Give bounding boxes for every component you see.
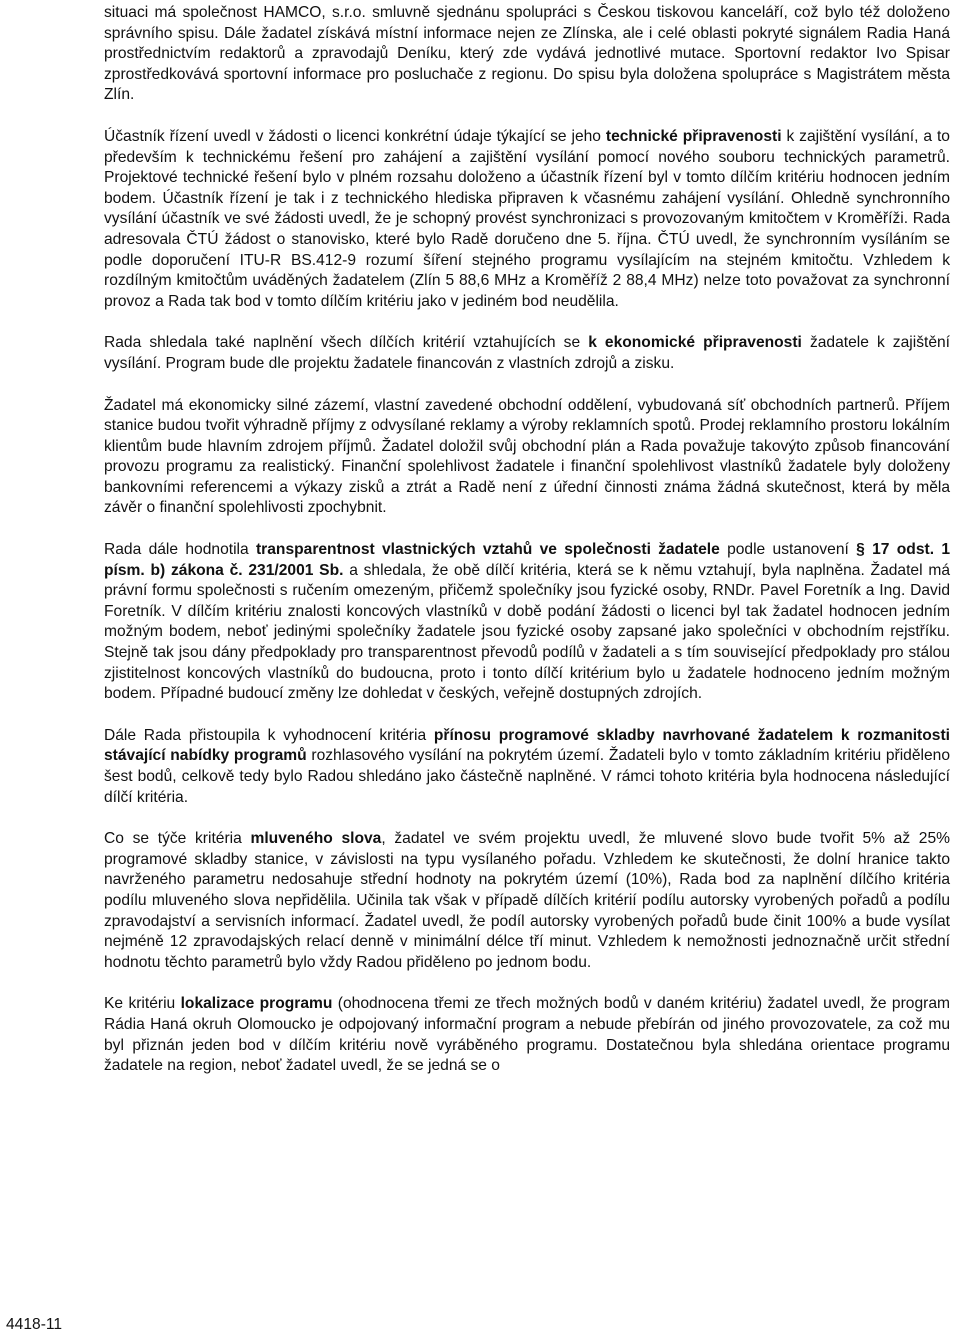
bold-text: lokalizace programu [180, 995, 333, 1013]
text-run: Rada shledala také naplnění všech dílčích kritérií vztahujících se [104, 334, 589, 352]
document-id: 4418-11 [6, 1316, 63, 1333]
text-run: rozhlasového vysílání na pokrytém území. Žadateli bylo v tomto základním kritériu přiděleno šest bodů, celkově tedy bylo Radou shledáno jako částečně naplněné. V rámci tohoto kritéria byla hodnocena následující dílčí kritéria. [104, 747, 951, 806]
text-run: k zajištění vysílání, a to především k technickému řešení pro zahájení a zajištění vysílání pomocí nového souboru technických parametrů. Projektové technické řešení bylo v plném rozsahu doloženo a účastník řízení byl v tomto dílčím kritériu hodnocen jedním bodem. Účastník řízení je tak i z technického hlediska připraven k včasnému zahájení vysílání. Ohledně synchronního vysílání účastník ve své žádosti uvedl, že je schopný provést synchronizaci s provozovaným kmitočtem v Kroměříži. Rada adresovala ČTÚ žádost o stanovisko, které bylo Radě doručeno dne 5. října. ČTÚ uvedl, že synchronním vysíláním se podle doporučení ITU-R BS.412-9 rozumí šíření stejného programu vysílajícím na stejném kmitočtu. Vzhledem k rozdílným kmitočtům uváděných žadatelem (Zlín 5 88,6 MHz a Kroměříž 2 88,4 MHz) nelze toto považovat za synchronní provoz a Rada tak bod v tomto dílčím kritériu jako v jediném bod neudělila. [104, 127, 950, 310]
document-page [104, 3, 950, 1098]
text-run: a shledala, že obě dílčí kritéria, která se k němu vztahují, byla naplněna. Žadatel má právní formu společnosti s ručením omezeným, přičemž společníky jsou fyzické osoby, RNDr. Pavel Foretník a Ing. David Foretník. V dílčím kritériu znalosti koncových vlastníků v době podání žádosti o licenci byl tak žadatel hodnocen jedním možným bodem, neboť jedinými společníky žadatele jsou fyzické osoby zapsané jako společníci v obchodním rejstříku. Stejně tak jsou dány předpoklady pro transparentnost převodů podílů v žadateli a s tím související předpoklady pro stálou zjistitelnost koncových vlastníků do budoucna, proto i tonto dílčí kritérium bylo u žadatele hodnoceno jedním možným bodem. Případné budoucí změny lze dohledat v českých, veřejně dostupných zdrojích. [104, 561, 950, 703]
paragraph [104, 540, 950, 705]
paragraph [104, 726, 950, 808]
text-run: Co se týče kritéria [104, 830, 251, 848]
text-run: Rada dále hodnotila [104, 541, 256, 559]
paragraph [104, 127, 950, 312]
text-run: situaci má společnost HAMCO, s.r.o. smluvně sjednánu spolupráci s Českou tiskovou kanceláří, což bylo též doloženo správního spisu. Dále žadatel získává místní informace nejen ze Zlínska, ale i celé oblasti pokryté signálem Radia Haná prostřednictvím redaktorů a zpravodajů Deníku, který zde vydává jednotlivé mutace. Sportovní redaktor Ivo Spisar zprostředkovává sportovní informace pro posluchače z regionu. Do spisu byla doložena spolupráce s Magistrátem města Zlín. [104, 4, 950, 104]
bold-text: § 17 odst. 1 písm. b) zákona č. 231/2001 Sb. [104, 541, 950, 579]
bold-text: transparentnost vlastnických vztahů ve společnosti žadatele [255, 541, 720, 559]
text-run: Ke kritériu [104, 995, 181, 1013]
text-run: Dále Rada přistoupila k vyhodnocení kritéria [104, 726, 434, 744]
text-run: podle ustanovení [719, 541, 857, 559]
bold-text: k ekonomické připravenosti [588, 334, 802, 352]
text-run: žadatele k zajištění vysílání. Program bude dle projektu žadatele financován z vlastních zdrojů a zisku. [104, 334, 950, 372]
paragraph [104, 3, 950, 106]
paragraph [104, 333, 950, 374]
bold-text: mluveného slova [250, 830, 382, 848]
text-run: , žadatel ve svém projektu uvedl, že mluvené slovo bude tvořit 5% až 25% programové skladby stanice, v závislosti na typu vysílaného pořadu. Vzhledem ke skutečnosti, že dolní hranice takto navrženého parametru nedosahuje střední hodnoty na pokrytém území (10%), Rada bod za naplnění dílčího kritéria podílu mluveného slova nepřidělila. Učinila tak však v případě dílčích kritérií podílu autorsky vyrobených pořadů a podílu zpravodajství a servisních informací. Žadatel uvedl, že podíl autorsky vyrobených pořadů bude činit 100% a bude vysílat nejméně 12 zpravodajských relací denně v minimální délce tří minut. Vzhledem k nemožnosti jednoznačně určit střední hodnotu těchto parametrů bylo vždy Radou přiděleno po jednom bodu. [104, 830, 951, 971]
paragraph [104, 396, 950, 520]
bold-text: přínosu programové skladby navrhované žadatelem k rozmanitosti stávající nabídky programů [104, 726, 950, 765]
paragraph [104, 994, 950, 1076]
bold-text: technické připravenosti [605, 127, 782, 145]
text-run: (ohodnocena třemi ze třech možných bodů v daném kritériu) žadatel uvedl, že program Rádia Haná okruh Olomoucko je odpojovaný informační program a nebude přebírán od jiného provozovatele, za což mu byl přiznán jeden bod v dílčím kritériu nově vyráběného programu. Dostatečnou byla shledána orientace programu žadatele na region, neboť žadatel uvedl, že se jedná se o [104, 995, 950, 1075]
paragraph [104, 829, 950, 973]
text-run: Účastník řízení uvedl v žádosti o licenci konkrétní údaje týkající se jeho [104, 127, 606, 145]
text-run: Žadatel má ekonomicky silné zázemí, vlastní zavedené obchodní oddělení, vybudovaná síť obchodních partnerů. Příjem stanice budou tvořit výhradně příjmy z odvysílané reklamy a výroby reklamních spotů. Prodej reklamního prostoru lokálním klientům bude hlavním zdrojem příjmů. Žadatel doložil svůj obchodní plán a Rada považuje takovýto způsob financování provozu programu za realistický. Finanční spolehlivost žadatele i finanční spolehlivost vlastníků žadatele byly doloženy bankovními referencemi a výkazy zisků a ztrát a Radě není z úřední činnosti známa žádná skutečnost, která by měla závěr o finanční spolehlivosti zpochybnit. [104, 396, 950, 517]
